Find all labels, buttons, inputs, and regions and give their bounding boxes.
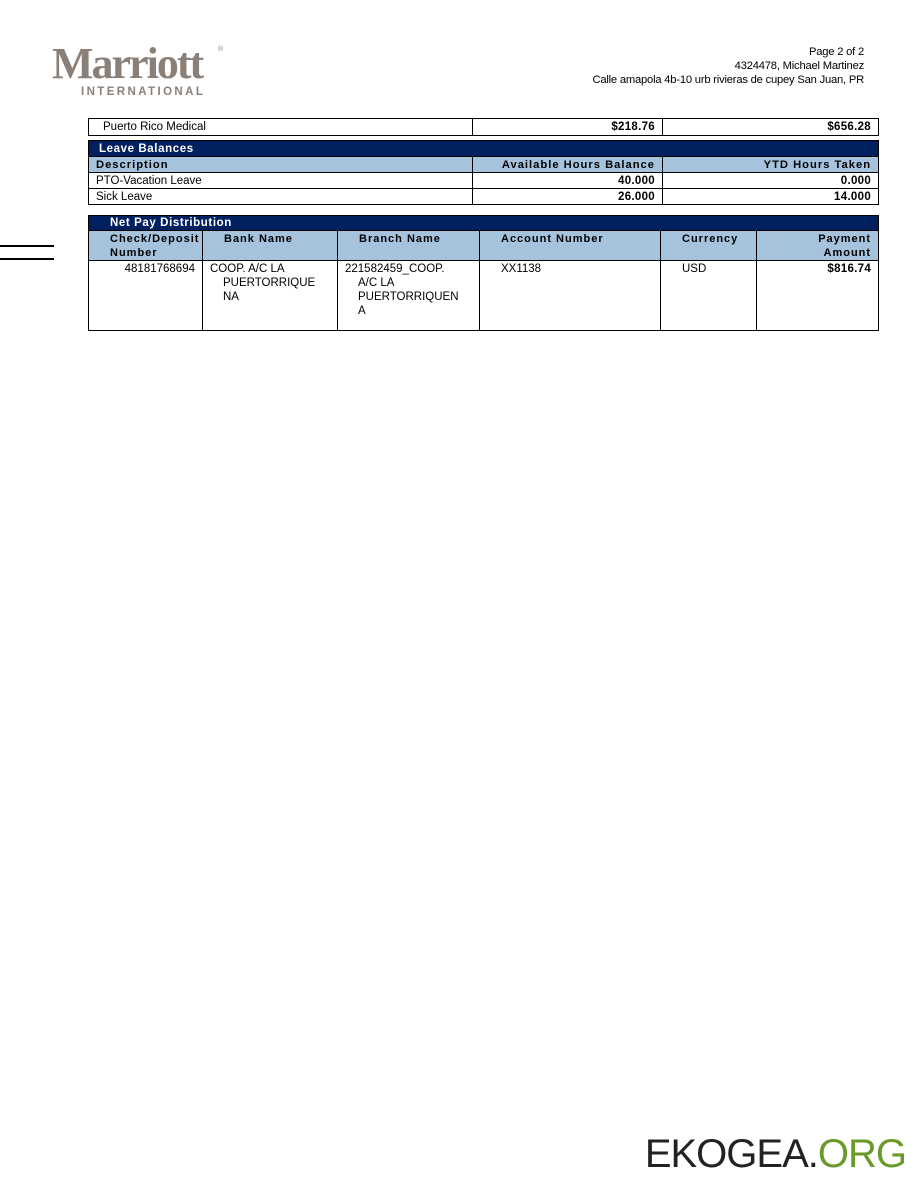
table-row bbox=[89, 173, 879, 189]
deduction-description: Puerto Rico Medical bbox=[89, 119, 473, 136]
employee-id-name: 4324478, Michael Martinez bbox=[734, 60, 864, 72]
page-number: Page 2 of 2 bbox=[808, 46, 864, 58]
deduction-current: $218.76 bbox=[473, 119, 663, 136]
margin-marks bbox=[0, 245, 54, 271]
leave-balances-title: Leave Balances bbox=[89, 141, 879, 157]
leave-description: PTO-Vacation Leave bbox=[89, 173, 473, 189]
logo-wordmark: Marriott bbox=[52, 39, 203, 88]
check-number: 48181768694 bbox=[89, 261, 203, 331]
table-row bbox=[89, 119, 879, 136]
page-header-info bbox=[592, 45, 864, 87]
net-pay-distribution-table bbox=[88, 215, 879, 331]
header-account-number: Account Number bbox=[480, 231, 661, 261]
column-header-row bbox=[89, 157, 879, 173]
company-logo bbox=[52, 39, 232, 98]
logo-subtitle: INTERNATIONAL bbox=[81, 86, 206, 98]
section-title-row bbox=[89, 141, 879, 157]
header-payment-amount bbox=[757, 231, 879, 261]
header-amount-line2: Amount bbox=[823, 247, 872, 259]
table-row bbox=[89, 189, 879, 205]
branch-name-line2: A/C LA bbox=[358, 277, 395, 289]
bank-name-line2: PUERTORRIQUE bbox=[223, 277, 316, 289]
leave-available: 40.000 bbox=[473, 173, 663, 189]
net-pay-title: Net Pay Distribution bbox=[89, 216, 879, 231]
branch-name-line1: 221582459_COOP. bbox=[345, 263, 445, 275]
watermark-footer bbox=[645, 1134, 906, 1174]
bank-name-line3: NA bbox=[223, 291, 239, 303]
registered-mark: ® bbox=[218, 46, 224, 53]
margin-line bbox=[0, 245, 54, 247]
header-amount-line1: Payment bbox=[818, 233, 872, 245]
leave-balances-table bbox=[88, 140, 879, 205]
table-row bbox=[89, 261, 879, 331]
header-check-line2: Number bbox=[110, 247, 158, 259]
branch-name-line3: PUERTORRIQUEN bbox=[358, 291, 459, 303]
currency: USD bbox=[661, 261, 757, 331]
employee-address: Calle amapola 4b-10 urb rivieras de cupey San Juan, PR bbox=[592, 74, 864, 86]
leave-available: 26.000 bbox=[473, 189, 663, 205]
header-check-line1: Check/Deposit bbox=[110, 233, 200, 245]
leave-description: Sick Leave bbox=[89, 189, 473, 205]
header-available-hours: Available Hours Balance bbox=[473, 157, 663, 173]
bank-name-line1: COOP. A/C LA bbox=[210, 263, 285, 275]
branch-name-line4: A bbox=[358, 305, 366, 317]
header-currency: Currency bbox=[661, 231, 757, 261]
payment-amount: $816.74 bbox=[757, 261, 879, 331]
deductions-table bbox=[88, 118, 879, 136]
margin-line bbox=[0, 258, 54, 260]
header-bank-name: Bank Name bbox=[203, 231, 338, 261]
account-number: XX1138 bbox=[480, 261, 661, 331]
leave-ytd: 14.000 bbox=[663, 189, 879, 205]
header-description: Description bbox=[89, 157, 473, 173]
leave-ytd: 0.000 bbox=[663, 173, 879, 189]
header-check-deposit bbox=[89, 231, 203, 261]
header-ytd-hours: YTD Hours Taken bbox=[663, 157, 879, 173]
section-title-row bbox=[89, 216, 879, 231]
header-branch-name: Branch Name bbox=[338, 231, 480, 261]
column-header-row bbox=[89, 231, 879, 261]
branch-name bbox=[338, 261, 480, 331]
watermark-part1: EKOGEA. bbox=[644, 1132, 818, 1176]
deduction-ytd: $656.28 bbox=[663, 119, 879, 136]
bank-name bbox=[203, 261, 338, 331]
watermark-part2: ORG bbox=[817, 1132, 906, 1176]
